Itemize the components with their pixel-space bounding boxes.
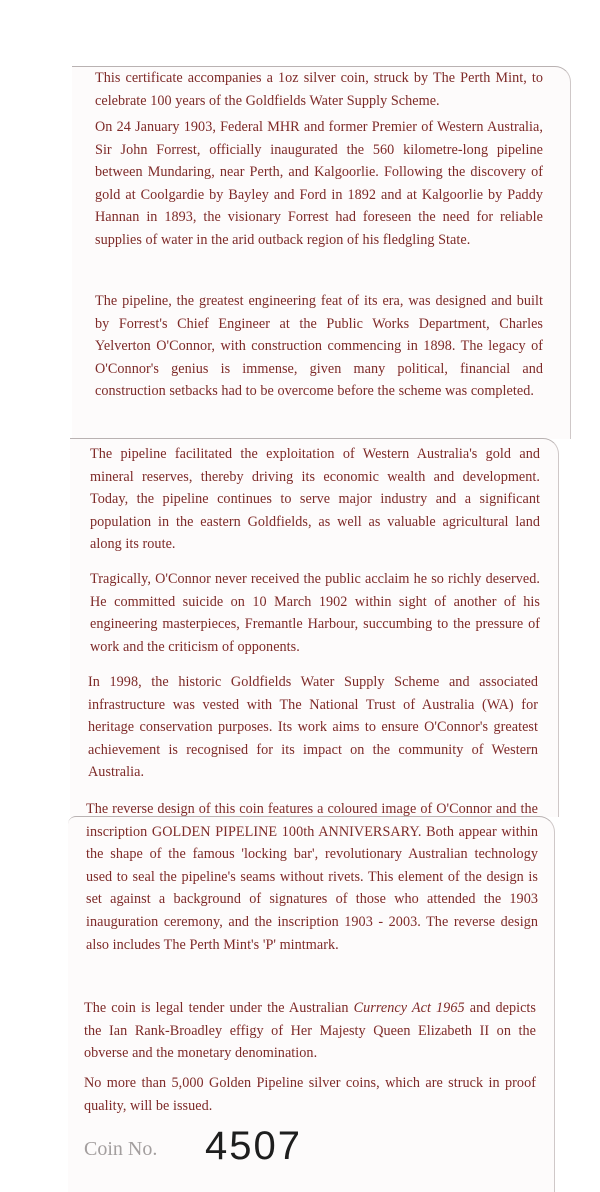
engineer-paragraph: The pipeline, the greatest engineering feat of its era, was designed and built by Forrest's Chief Engineer at the Public Works Department, Charles Yelverton O'Connor, with construction commencing in 1898. The legacy of O'Connor's genius is immense, given many political, financial and construction setbacks had to be overcome before the scheme was completed.: [95, 293, 543, 400]
history-paragraph: On 24 January 1903, Federal MHR and former Premier of Western Australia, Sir John Forrest, officially inaugurated the 560 kilometre-long pipeline between Mundaring, near Perth, and Kalgoorlie. Following the discovery of gold at Coolgardie by Bayley and Ford in 1892 and at Kalgoorlie by Paddy Hannan in 1893, the visionary Forrest had foreseen the need for reliable supplies of water in the arid outback region of his fledgling State.: [95, 119, 543, 248]
mintage-paragraph: No more than 5,000 Golden Pipeline silver coins, which are struck in proof quality, will be issued.: [84, 1075, 536, 1114]
reverse-design-paragraph: The reverse design of this coin features a coloured image of O'Connor and the inscription GOLDEN PIPELINE 100th ANNIVERSARY. Both appear within the shape of the famous 'locking bar', revolutionary Australian technology used to seal the pipeline's seams without rivets. This element of the design is set against a background of signatures of those who attended the 1903 inauguration ceremony, and the inscription 1903 - 2003. The reverse design also includes The Perth Mint's 'P' mintmark.: [86, 801, 538, 953]
coin-number-value: 4507: [205, 1124, 302, 1168]
legal-tender-text-start: The coin is legal tender under the Australian: [84, 1000, 354, 1016]
currency-act-title: Currency Act 1965: [353, 1000, 465, 1016]
tragedy-paragraph: Tragically, O'Connor never received the public acclaim he so richly deserved. He committed suicide on 10 March 1902 within sight of another of his engineering masterpieces, Fremantle Harbour, succumbing to the pressure of work and the criticism of opponents.: [90, 571, 540, 655]
legal-tender-paragraph: [84, 997, 536, 1065]
legal-tender-text-end: and depicts the Ian Rank-Broadley effigy of Her Majesty Queen Elizabeth II on the obverse and the monetary denomination.: [84, 1000, 536, 1062]
heritage-paragraph: In 1998, the historic Goldfields Water Supply Scheme and associated infrastructure was vested with The National Trust of Australia (WA) for heritage conservation purposes. Its work aims to ensure O'Connor's greatest achievement is recognised for its impact on the community of Western Australia.: [88, 674, 538, 781]
intro-paragraph: This certificate accompanies a 1oz silver coin, struck by The Perth Mint, to celebrate 100 years of the Goldfields Water Supply Scheme.: [95, 70, 543, 109]
economy-paragraph: The pipeline facilitated the exploitation of Western Australia's gold and mineral reserves, thereby driving its economic wealth and development. Today, the pipeline continues to serve major industry and a significant population in the eastern Goldfields, as well as valuable agricultural land along its route.: [90, 446, 540, 553]
coin-number-label: Coin No.: [84, 1138, 158, 1160]
